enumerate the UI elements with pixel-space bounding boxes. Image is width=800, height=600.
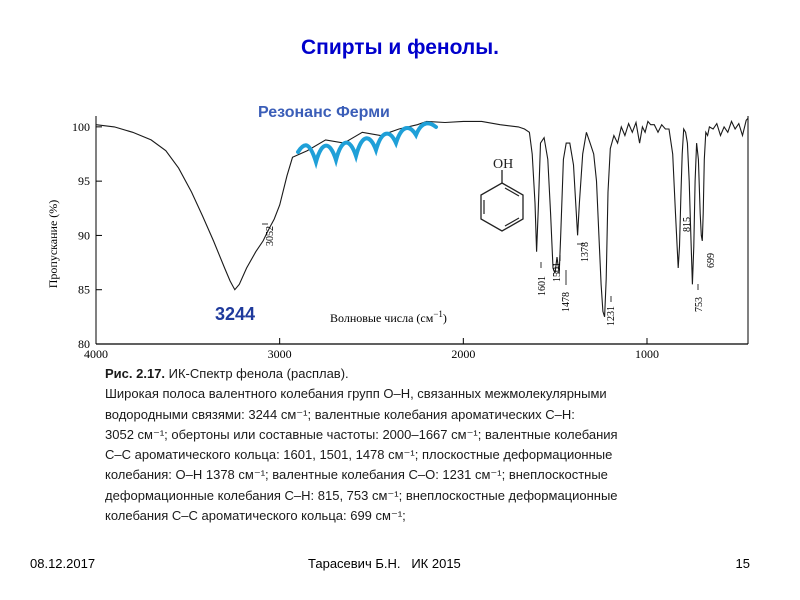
y-tick-label: 100 xyxy=(72,119,90,134)
y-axis-label: Пропускание (%) xyxy=(46,199,60,289)
x-axis-ticks xyxy=(84,338,659,361)
slide-title: Спирты и фенолы. xyxy=(301,36,499,59)
y-tick-label: 95 xyxy=(78,174,90,189)
footer-date: 08.12.2017 xyxy=(30,556,96,571)
x-tick-label: 3000 xyxy=(267,347,292,361)
caption-line: водородными связями: 3244 см⁻¹; валентные колебания ароматических C–H: xyxy=(105,406,575,422)
peak-label-1478: 1478 xyxy=(561,292,572,312)
peak-label-1231: 1231 xyxy=(606,306,617,326)
peak-1601 xyxy=(537,262,548,296)
figure-caption xyxy=(105,364,705,526)
peak-1231 xyxy=(606,296,617,326)
y-tick-label: 90 xyxy=(78,228,90,243)
peak-3052 xyxy=(262,224,276,246)
footer-author-name: Тарасевич Б.Н. xyxy=(308,556,401,571)
peak-815 xyxy=(682,217,693,232)
spectrum-line xyxy=(96,118,748,317)
fermi-resonance-wave xyxy=(298,123,436,162)
caption-line: 3052 см⁻¹; обертоны или составные частоты: 2000–1667 см⁻¹; валентные колебания xyxy=(105,426,618,442)
main-peak-label: 3244 xyxy=(215,304,256,324)
footer-page-number: 15 xyxy=(735,556,750,571)
peak-label-815: 815 xyxy=(682,217,693,232)
y-tick-label: 80 xyxy=(78,337,90,351)
peak-label-1601: 1601 xyxy=(537,276,548,296)
caption-line: деформационные колебания C–H: 815, 753 см⁻¹; внеплоскостные деформационные xyxy=(105,487,618,503)
benzene-ring xyxy=(481,183,523,231)
caption-line: C–C ароматического кольца: 1601, 1501, 1478 см⁻¹; плоскостные деформационные xyxy=(105,447,613,463)
caption-line: колебания C–C ароматического кольца: 699 см⁻¹; xyxy=(105,508,406,524)
y-tick-label: 85 xyxy=(78,282,90,297)
footer-author xyxy=(308,556,518,571)
oh-label: OH xyxy=(493,157,514,172)
x-axis-label: Волновые числа $(см^{-1})$ xyxy=(330,309,447,325)
caption-line: колебания: O–H 1378 см⁻¹; валентные колебания C–O: 1231 см⁻¹; внеплоскостные xyxy=(105,467,608,483)
caption-figure-title: ИК-Спектр фенола (расплав). xyxy=(165,366,349,381)
peak-label-1378: 1378 xyxy=(580,242,591,262)
x-tick-label: 1000 xyxy=(634,347,659,361)
x-tick-label: 4000 xyxy=(84,347,108,361)
peak-699 xyxy=(706,253,717,268)
peak-1378 xyxy=(577,242,591,262)
peak-label-3052: 3052 xyxy=(265,226,276,246)
caption-line: Широкая полоса валентного колебания групп O–H, связанных межмолекулярными xyxy=(105,386,607,402)
phenol-structure xyxy=(481,157,523,231)
peak-label-1501: 1501 xyxy=(552,262,563,282)
footer-course: ИК 2015 xyxy=(411,556,461,571)
peak-label-699: 699 xyxy=(706,253,717,268)
peak-label-753: 753 xyxy=(694,297,705,312)
y-axis-ticks xyxy=(72,120,102,351)
caption-figure-number: Рис. 2.17. xyxy=(105,366,166,381)
peak-753 xyxy=(694,284,705,312)
fermi-resonance-label: Резонанс Ферми xyxy=(258,104,390,121)
caption-heading xyxy=(105,364,705,384)
x-tick-label: 2000 xyxy=(451,347,476,361)
